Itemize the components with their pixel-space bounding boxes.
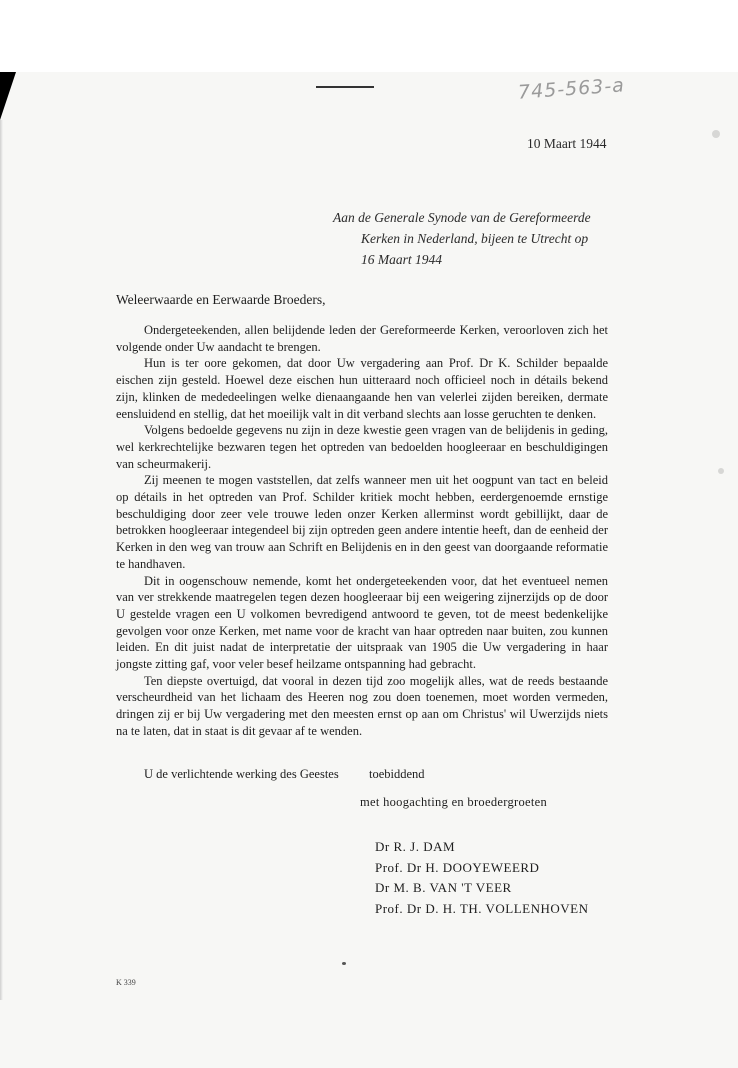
signatory: Prof. Dr H. DOOYEWEERD xyxy=(375,859,540,875)
closing-line: U de verlichtende werking des Geestes xyxy=(144,767,339,781)
letter-date: 10 Maart 1944 xyxy=(527,136,607,151)
paragraph: Ten diepste overtuigd, dat vooral in dezen tijd zoo mogelijk alles, wat de reeds bestaande verscheurdheid van het lichaam des Heeren nog zou doen toenemen, moet worden vermeden, dringen zij er bij Uw vergadering met den meesten ernst op aan om Christus' wil Uwerzijds niets na te laten, dat in staat is dit gevaar af te wenden. xyxy=(116,673,608,738)
scan-margin xyxy=(0,0,738,72)
signatory: Prof. Dr D. H. TH. VOLLENHOVEN xyxy=(375,900,589,916)
signatory-list xyxy=(375,837,588,919)
stroke-mark xyxy=(316,86,374,88)
page-edge-shadow xyxy=(0,120,3,1000)
signatory: Dr R. J. DAM xyxy=(375,839,456,854)
paper-smudge xyxy=(718,468,724,474)
regards: met hoogachting en broedergroeten xyxy=(360,795,548,809)
letter-body xyxy=(116,322,608,740)
addressee-line-2: Kerken in Nederland, bijeen te Utrecht op xyxy=(361,231,589,246)
closing-word: toebiddend xyxy=(369,767,425,781)
paragraph: Ondergeteekenden, allen belijdende leden der Gereformeerde Kerken, veroorloven zich het volgende onder Uw aandacht te brengen. xyxy=(116,323,608,354)
paper-smudge xyxy=(342,962,346,965)
salutation: Weleerwaarde en Eerwaarde Broeders, xyxy=(116,292,326,307)
paragraph: Hun is ter oore gekomen, dat door Uw vergadering aan Prof. Dr K. Schilder bepaalde eischen zijn gesteld. Hoewel deze eischen hun uitteraard noch officieel noch in détails bekend zijn, klinken de mededeelingen welke dienaangaande hen van velerlei zijden bereiken, dermate eensluidend en stellig, dat het moeilijk valt in dit verband slechts aan losse geruchten te denken. xyxy=(116,356,608,421)
paragraph: Zij meenen te mogen vaststellen, dat zelfs wanneer men uit het oogpunt van tact en beleid op détails in het optreden van Prof. Schilder kritiek mocht hebben, eerdergenoemde ernstige beschuldiging door zeer vele trouwe leden onzer Kerken allerminst wordt gebillijkt, daar de betrokken hoogleeraar integendeel bij zijn optreden geen andere intentie heeft, dan de eenheid der Kerken in den weg van trouw aan Schrift en Belijdenis en in den geest van doorgaande reformatie te handhaven. xyxy=(116,473,608,571)
footer-code: K 339 xyxy=(116,978,136,987)
addressee-line-3: 16 Maart 1944 xyxy=(361,252,442,267)
paper-smudge xyxy=(712,130,720,138)
addressee-line-1: Aan de Generale Synode van de Gereformeerde xyxy=(333,210,591,225)
paragraph: Dit in oogenschouw nemende, komt het ondergeteekenden voor, dat het eventueel nemen van ver strekkende maatregelen tegen dezen hoogleeraar bij een weigering zijnerzijds op de door U gestelde vragen een U volkomen bevredigend antwoord te geven, tot de meest bedenkelijke gevolgen voor onze Kerken, met name voor de kracht van haar optreden naar buiten, zou kunnen leiden. En dit juist nadat de interpretatie der uitspraak van 1905 die Uw vergadering in haar jongste zitting gaf, voor veler besef heilzame ontspanning had gebracht. xyxy=(116,573,608,672)
scan-corner-shadow xyxy=(0,72,16,120)
archive-number-handwritten: 745-563-a xyxy=(517,74,626,104)
paragraph: Volgens bedoelde gegevens nu zijn in deze kwestie geen vragen van de belijdenis in geding, wel kerkrechtelijke bezwaren tegen het optreden van bedoelden hoogleeraar en beschuldigingen van scheurmakerij. xyxy=(116,423,608,471)
signatory: Dr M. B. VAN 'T VEER xyxy=(375,880,512,895)
